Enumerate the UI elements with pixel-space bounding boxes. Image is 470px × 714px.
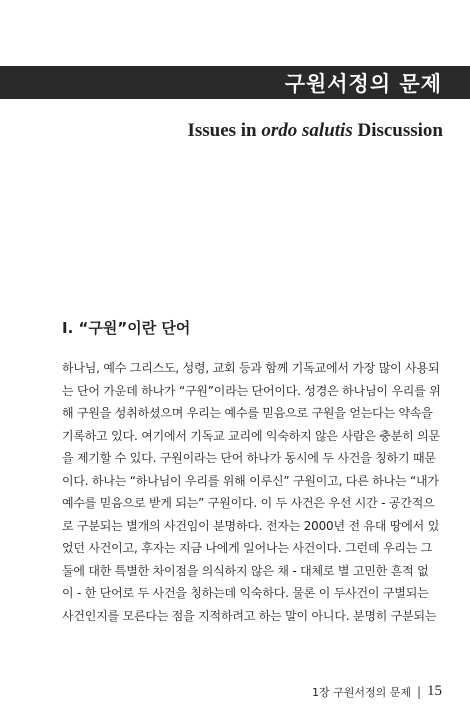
- page-number: 15: [427, 683, 442, 699]
- body-line: 해 구원을 성취하셨으며 우리는 예수를 믿음으로 구원을 얻는다는 약속을: [62, 406, 433, 420]
- body-line: 이다. 하나는 “하나님이 우리를 위해 이루신” 구원이고, 다른 하나는 “내가: [62, 473, 439, 488]
- body-line: 이 - 한 단어로 두 사건을 칭하는데 익숙하다. 물론 이 두사건이 구별되는: [62, 586, 429, 600]
- body-line: 사건인지를 모른다는 점을 지적하려고 하는 말이 아니다. 분명히 구분되는: [62, 608, 437, 623]
- chapter-title-banner: [0, 66, 470, 99]
- body-paragraph: [62, 357, 441, 627]
- footer-chapter-label: 1장 구원서정의 문제: [311, 685, 411, 699]
- english-subtitle: [187, 120, 443, 142]
- body-line: 기록하고 있다. 여기에서 기독교 교리에 익숙하지 않은 사람은 충분히 의문: [62, 428, 440, 443]
- body-line: 는 단어 가운데 하나가 “구원”이라는 단어이다. 성경은 하나님이 우리를 위: [62, 383, 441, 398]
- page-footer: [312, 683, 442, 700]
- section-heading: I. “구원”이란 단어: [62, 319, 191, 337]
- chapter-title: 구원서정의 문제: [284, 72, 442, 96]
- body-line: 둘에 대한 특별한 차이점을 의식하지 않은 채 - 대체로 별 고민한 흔적 없: [62, 563, 429, 578]
- body-line: 로 구분되는 별개의 사건임이 분명하다. 전자는 2000년 전 유대 땅에서 있: [62, 518, 440, 533]
- subtitle-italic: ordo salutis: [261, 120, 353, 141]
- subtitle-prefix: Issues in: [187, 120, 262, 141]
- subtitle-suffix: Discussion: [352, 120, 443, 141]
- body-line: 하나님, 예수 그리스도, 성령, 교회 등과 함께 기독교에서 가장 많이 사용되: [62, 361, 440, 375]
- body-line: 을 제기할 수 있다. 구원이라는 단어 하나가 동시에 두 사건을 칭하기 때문: [62, 451, 436, 465]
- body-line: 예수를 믿음으로 받게 되는” 구원이다. 이 두 사건은 우선 시간 - 공간적으: [62, 496, 435, 510]
- footer-separator: |: [416, 684, 421, 699]
- body-line: 었던 사건이고, 후자는 지금 나에게 일어나는 사건이다. 그런데 우리는 그: [62, 541, 433, 555]
